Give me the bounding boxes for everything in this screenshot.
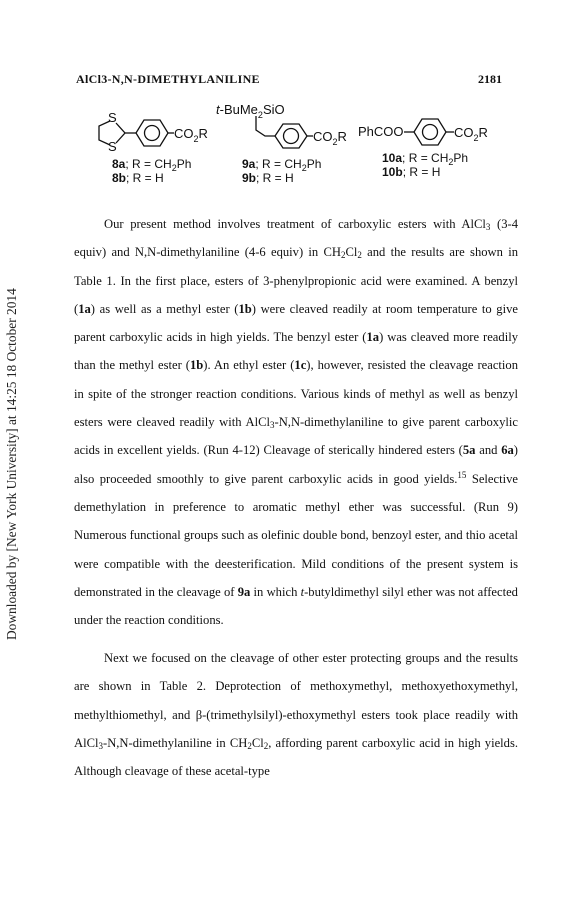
subscript: 3 — [485, 222, 491, 232]
compound-ref: 1b — [189, 358, 204, 373]
text-run: Our present method involves treatment of carboxylic esters with AlCl — [104, 217, 486, 231]
text-run: -N,N-dimethylaniline to give parent carboxylic acids in excellent yields. (Run 4-12) Cleavage of sterically hindered esters ( — [74, 415, 518, 458]
dithiolane-to-benzene-bond — [116, 123, 125, 143]
compound-label-8b: 8b; R = H — [112, 171, 164, 185]
text-run: ) was cleaved more readily than the methyl ester ( — [74, 330, 518, 373]
subscript: 2 — [357, 250, 362, 261]
compound-ref: 5a — [462, 443, 476, 458]
download-notice: Downloaded by [New York University] at 14:25 18 October 2014 — [4, 288, 19, 640]
carboxyl-group-3: $CO_2R$ — [454, 125, 488, 143]
text-run: ), however, resisted the cleavage reaction in spite of the stronger reaction conditions. Various kinds of methyl as well as benzyl esters were cleaved readily with AlCl — [74, 358, 518, 430]
text-run: Selective demethylation in preference to aromatic methyl ether was successful. (Run 9) Numerous functional groups such as olefinic double bond, benzoyl ester, and thio acetal were compatible with the deesterification. Mild conditions of the present system is demonstrated in the cleavage of — [74, 471, 518, 599]
benzoyloxy-group: PhCOO — [358, 124, 404, 139]
aromatic-circle-3 — [423, 125, 438, 140]
text-run: and the results are shown in Table 1. In the first place, esters of 3-phenylpropionic acid were examined. A benzyl ( — [74, 245, 518, 316]
benzene-ring-2 — [275, 124, 307, 148]
running-title: AlCl3-N,N-DIMETHYLANILINE — [76, 72, 260, 86]
compound-ref: 1a — [78, 301, 91, 316]
text-run: in which — [250, 584, 301, 599]
compound-label-9a: 9a; $R = CH_2Ph$ — [242, 157, 322, 173]
benzene-ring-1 — [136, 120, 168, 146]
download-watermark — [2, 200, 18, 640]
subscript: 2 — [340, 250, 346, 261]
text-run: ) were cleaved readily at room temperature to give parent carboxylic acids in high yields. The benzyl ester ( — [74, 301, 518, 345]
chemical-structures — [70, 100, 520, 190]
reference-superscript: 15 — [457, 469, 467, 480]
subscript: 2 — [247, 740, 252, 751]
paragraph-other-esters — [74, 644, 518, 785]
subscript: 3 — [98, 740, 103, 751]
italic-prefix: t — [300, 584, 305, 599]
page-number: 2181 — [478, 72, 502, 86]
structure-drawing — [70, 100, 520, 190]
compound-label-10a: 10a; $R = CH_2Ph$ — [382, 151, 469, 167]
silyloxy-group: t-BuMe$_2$SiO — [216, 102, 285, 120]
compound-label-9b: 9b; R = H — [242, 171, 294, 185]
benzene-ring-3 — [414, 119, 446, 145]
text-run: Next we focused on the cleavage of other ester protecting groups and the results are shown in Table 2. Deprotection of methoxymethyl, methoxyethoxymethyl, methylthiomethyl, and β-(trimethylsilyl)-ethoxymethyl esters took place readily with AlCl — [74, 651, 518, 750]
compound-ref: 6a — [501, 443, 514, 458]
aromatic-circle-2 — [284, 129, 299, 144]
compound-label-8a: 8a; $R = CH_2Ph$ — [112, 157, 192, 173]
carboxyl-group-2: $CO_2R$ — [313, 129, 347, 147]
carboxyl-group-1: $CO_2R$ — [174, 126, 208, 144]
text-run: ) also proceeded smoothly to give parent carboxylic acids in good yields. — [74, 443, 518, 486]
compound-ref: 9a — [237, 584, 251, 599]
sulfur-atom-bottom: S — [108, 139, 117, 154]
text-run: ) as well as a methyl ester ( — [90, 301, 239, 316]
text-run: Cl — [251, 735, 264, 750]
sulfur-atom-top: S — [108, 110, 117, 125]
compound-ref: 1b — [238, 301, 252, 316]
text-run: -butyldimethyl silyl ether was not affected under the reaction conditions. — [74, 584, 518, 628]
text-run: ). An ethyl ester ( — [203, 358, 295, 373]
subscript: 2 — [263, 740, 269, 751]
text-run: -N,N-dimethylaniline in CH — [103, 735, 248, 750]
text-run: (3-4 equiv) and N,N-dimethylaniline (4-6 equiv) in CH — [74, 217, 518, 260]
text-run: Cl — [345, 245, 358, 260]
text-run: , affording parent carboxylic acid in high yields. Although cleavage of these acetal-type — [74, 735, 519, 779]
subscript: 3 — [270, 420, 275, 431]
text-run: and — [475, 443, 502, 458]
aromatic-circle-1 — [145, 126, 160, 141]
compound-label-10b: 10b; R = H — [382, 165, 441, 179]
compound-ref: 1a — [366, 330, 380, 345]
compound-ref: 1c — [294, 358, 307, 373]
paragraph-method — [74, 210, 518, 634]
